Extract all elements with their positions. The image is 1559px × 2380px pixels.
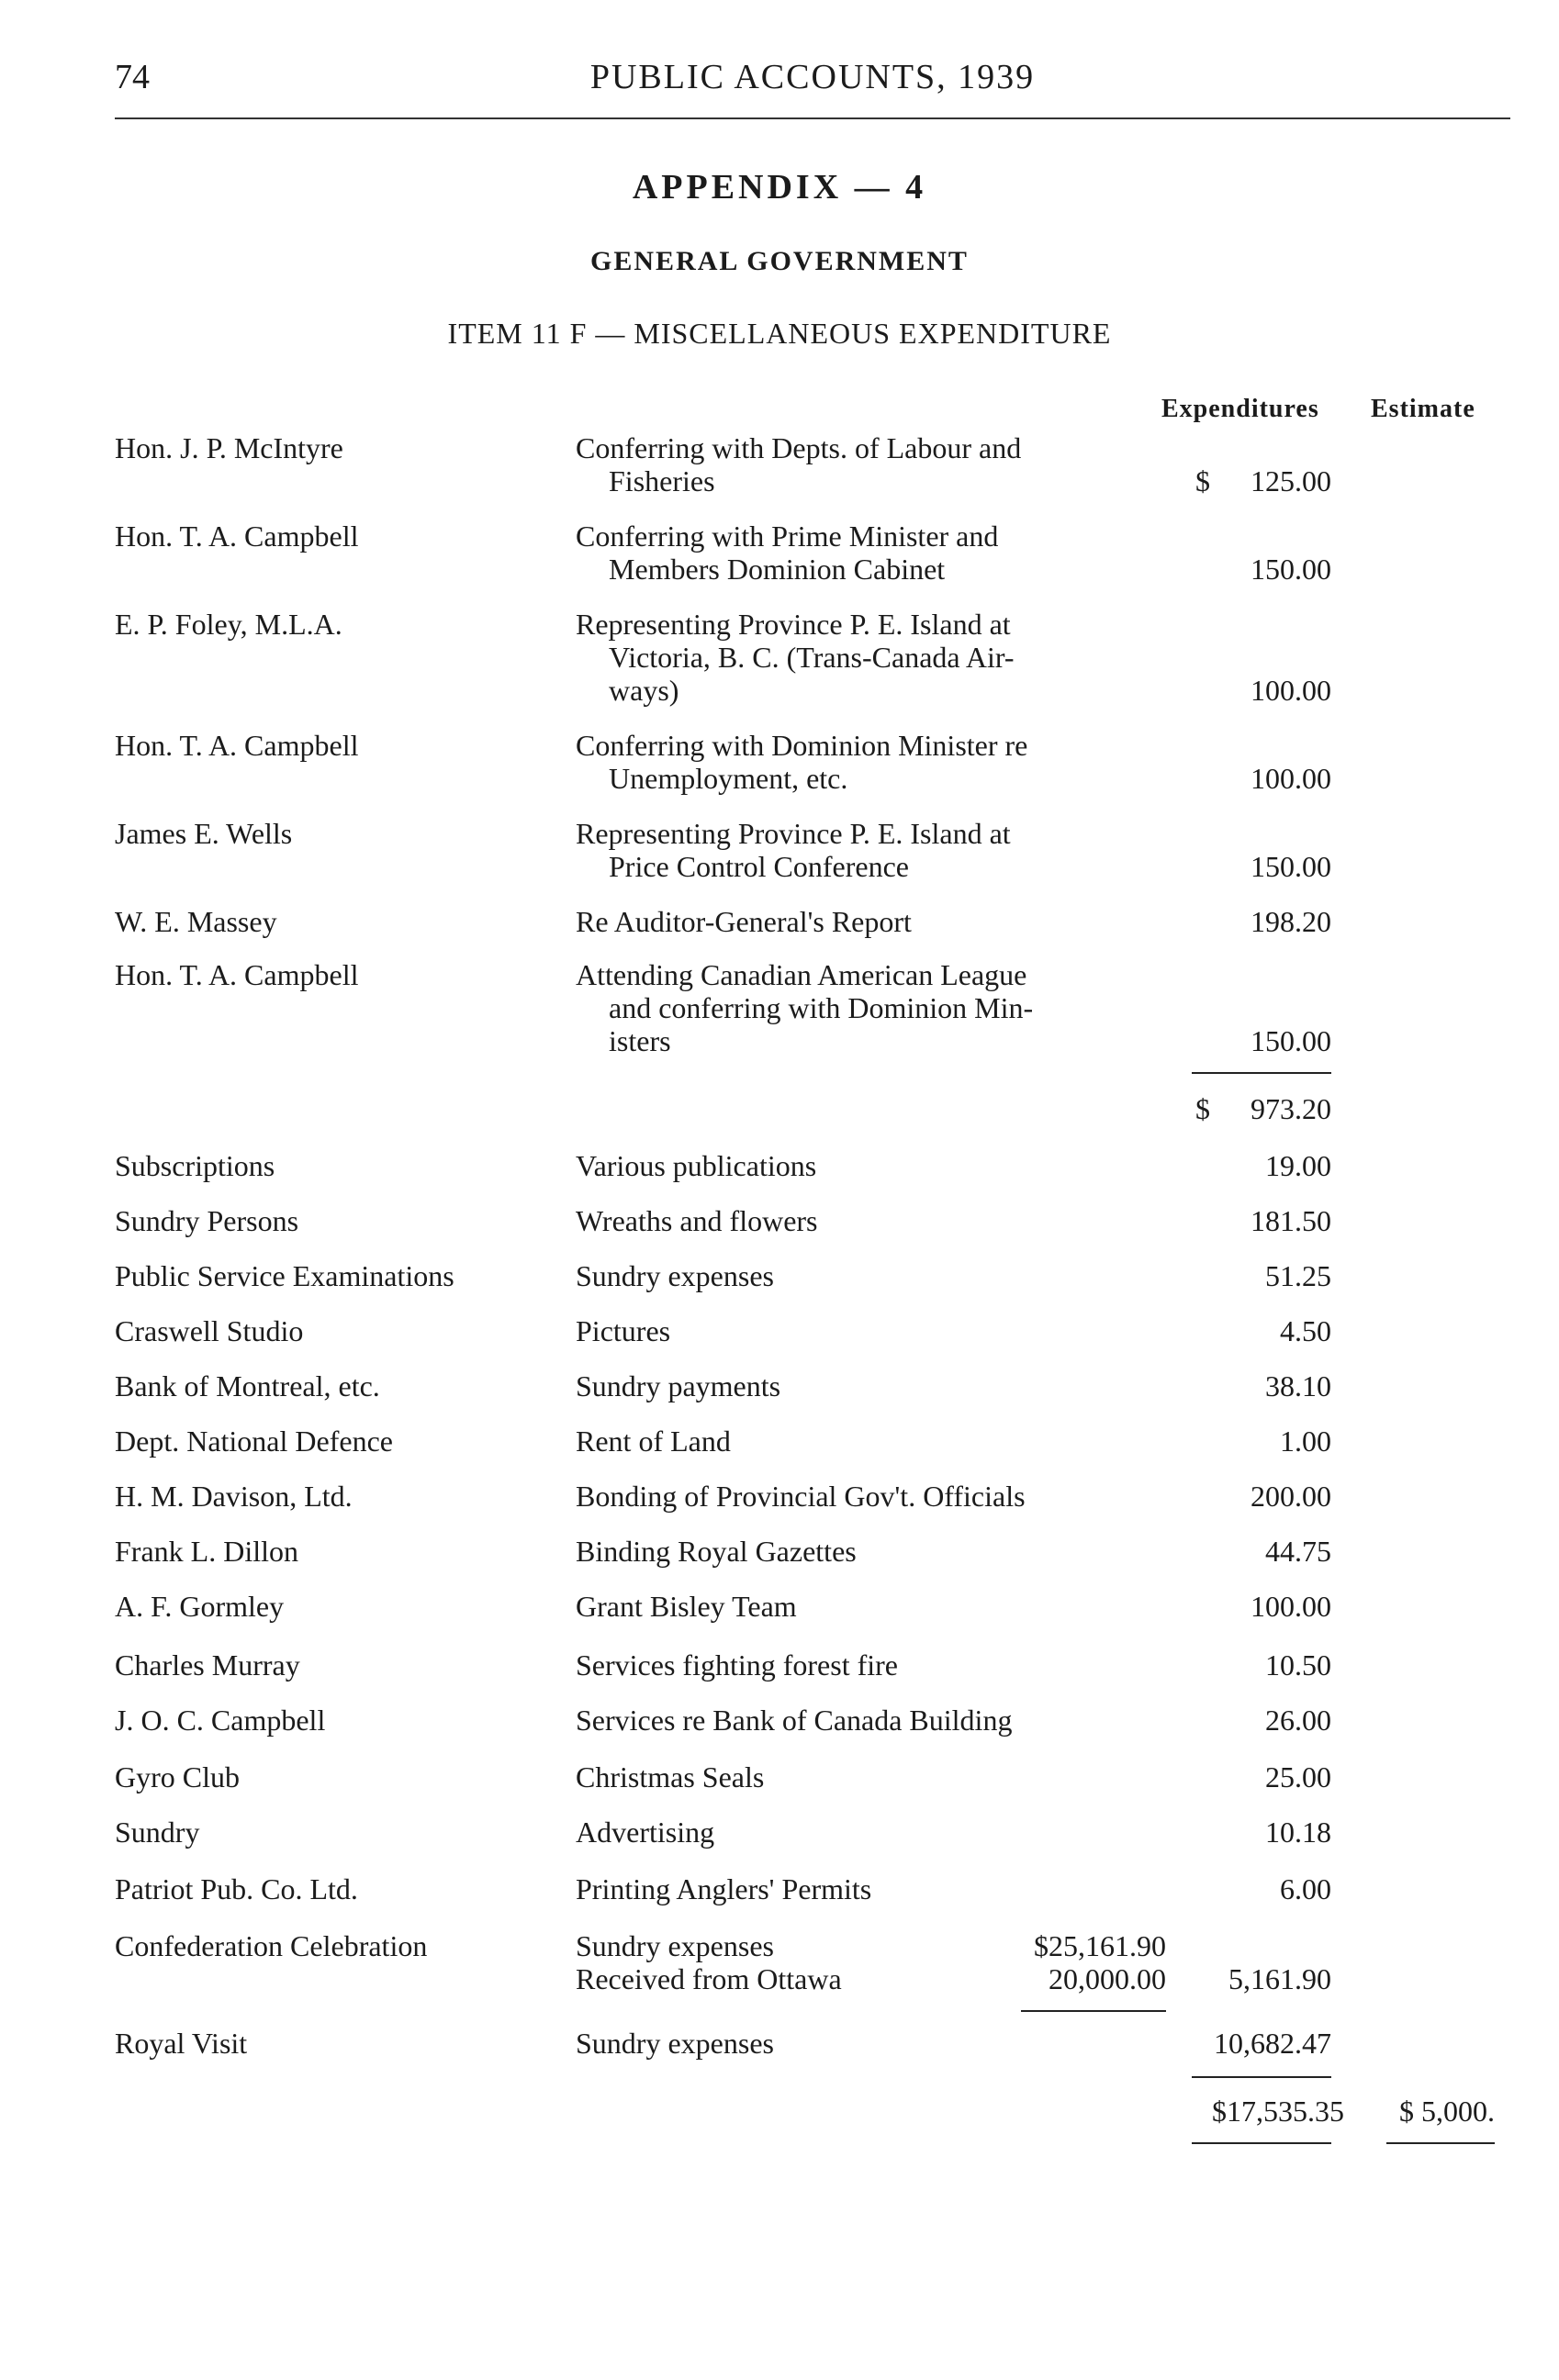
purpose-line: Binding Royal Gazettes bbox=[576, 1535, 862, 1568]
column-header-estimate: Estimate bbox=[1371, 395, 1475, 423]
payee: Dept. National Defence bbox=[115, 1425, 397, 1458]
purpose-line: isters bbox=[609, 1024, 677, 1057]
amount: 181.50 bbox=[1251, 1204, 1331, 1237]
payee: Subscriptions bbox=[115, 1149, 278, 1182]
amount: 10.50 bbox=[1265, 1648, 1331, 1682]
amount: 100.00 bbox=[1251, 1590, 1331, 1623]
amount: 150.00 bbox=[1251, 553, 1331, 586]
purpose-line: Attending Canadian American League bbox=[576, 958, 1027, 991]
purpose-line: Christmas Seals bbox=[576, 1760, 769, 1793]
payee: Charles Murray bbox=[115, 1648, 304, 1682]
estimate-double-rule bbox=[1386, 2142, 1495, 2144]
page-header bbox=[115, 57, 1510, 112]
dollar-sign: $ bbox=[1195, 464, 1210, 497]
total-estimate: $ 5,000. bbox=[1399, 2095, 1495, 2128]
payee: Sundry bbox=[115, 1816, 203, 1849]
payee: Royal Visit bbox=[115, 2027, 251, 2060]
payee: A. F. Gormley bbox=[115, 1590, 287, 1623]
purpose-line: Various publications bbox=[576, 1149, 822, 1182]
amount: 44.75 bbox=[1265, 1535, 1331, 1568]
payee: Gyro Club bbox=[115, 1760, 243, 1793]
total-expenditures: $17,535.35 bbox=[1212, 2095, 1344, 2128]
payee: H. M. Davison, Ltd. bbox=[115, 1480, 356, 1513]
payee: Hon. T. A. Campbell bbox=[115, 520, 362, 553]
amount: 150.00 bbox=[1251, 850, 1331, 883]
header-rule bbox=[115, 117, 1510, 119]
purpose-line: Unemployment, etc. bbox=[609, 762, 853, 795]
purpose-line: and conferring with Dominion Min- bbox=[609, 991, 1034, 1024]
amount: 26.00 bbox=[1265, 1704, 1331, 1737]
amount: 5,161.90 bbox=[1228, 1962, 1331, 1995]
inner-amount: $25,161.90 bbox=[1010, 1929, 1166, 1962]
purpose-line: Printing Anglers' Permits bbox=[576, 1872, 877, 1905]
amount: 19.00 bbox=[1265, 1149, 1331, 1182]
purpose-line: Representing Province P. E. Island at bbox=[576, 817, 1011, 850]
amount: 10.18 bbox=[1265, 1816, 1331, 1849]
amount: 25.00 bbox=[1265, 1760, 1331, 1793]
purpose-line: ways) bbox=[609, 674, 684, 707]
purpose-line: Sundry payments bbox=[576, 1369, 786, 1402]
appendix-title: APPENDIX — 4 bbox=[632, 168, 927, 207]
running-title: PUBLIC ACCOUNTS, 1939 bbox=[589, 58, 1036, 96]
purpose-line: Conferring with Depts. of Labour and bbox=[576, 431, 1022, 464]
purpose-line: Price Control Conference bbox=[609, 850, 914, 883]
purpose-line: Re Auditor-General's Report bbox=[576, 905, 917, 938]
inner-amount: 20,000.00 bbox=[1010, 1962, 1166, 1995]
payee: Patriot Pub. Co. Ltd. bbox=[115, 1872, 362, 1905]
amount: 51.25 bbox=[1265, 1259, 1331, 1292]
purpose-line: Advertising bbox=[576, 1816, 720, 1849]
dollar-sign: $ bbox=[1195, 1092, 1210, 1125]
purpose-line: Sundry expenses bbox=[576, 1259, 780, 1292]
payee: Hon. T. A. Campbell bbox=[115, 958, 362, 991]
payee: E. P. Foley, M.L.A. bbox=[115, 608, 346, 641]
purpose-line: Grant Bisley Team bbox=[576, 1590, 802, 1623]
payee: Hon. T. A. Campbell bbox=[115, 729, 362, 762]
purpose-line: Rent of Land bbox=[576, 1425, 736, 1458]
purpose-line: Conferring with Prime Minister and bbox=[576, 520, 999, 553]
payee: Public Service Examinations bbox=[115, 1259, 458, 1292]
payee: Frank L. Dillon bbox=[115, 1535, 302, 1568]
confederation-rule bbox=[1021, 2010, 1166, 2012]
item-title: ITEM 11 F — MISCELLANEOUS EXPENDITURE bbox=[447, 317, 1112, 350]
amount: 6.00 bbox=[1280, 1872, 1331, 1905]
purpose-line: Services re Bank of Canada Building bbox=[576, 1704, 1017, 1737]
amount: 38.10 bbox=[1265, 1369, 1331, 1402]
payee: W. E. Massey bbox=[115, 905, 281, 938]
purpose-line: Pictures bbox=[576, 1314, 676, 1347]
purpose-line: Victoria, B. C. (Trans-Canada Air- bbox=[609, 641, 1015, 674]
purpose-line: Sundry expenses bbox=[576, 2027, 780, 2060]
payee: Craswell Studio bbox=[115, 1314, 307, 1347]
purpose-line: Wreaths and flowers bbox=[576, 1204, 824, 1237]
amount: 10,682.47 bbox=[1214, 2027, 1331, 2060]
purpose-line: Received from Ottawa bbox=[576, 1962, 842, 1995]
total-rule bbox=[1192, 2076, 1331, 2078]
section-title: GENERAL GOVERNMENT bbox=[590, 246, 969, 276]
subtotal-rule bbox=[1192, 1072, 1331, 1074]
amount: 150.00 bbox=[1251, 1024, 1331, 1057]
amount: 125.00 bbox=[1251, 464, 1331, 497]
purpose-line: Sundry expenses bbox=[576, 1929, 780, 1962]
amount: 4.50 bbox=[1280, 1314, 1331, 1347]
payee: Bank of Montreal, etc. bbox=[115, 1369, 384, 1402]
column-header-expenditures: Expenditures bbox=[1161, 395, 1319, 423]
total-double-rule bbox=[1192, 2142, 1331, 2144]
payee: Sundry Persons bbox=[115, 1204, 302, 1237]
amount: 1.00 bbox=[1280, 1425, 1331, 1458]
payee: Confederation Celebration bbox=[115, 1929, 431, 1962]
subtotal-amount: 973.20 bbox=[1251, 1092, 1331, 1125]
purpose-line: Fisheries bbox=[609, 464, 721, 497]
amount: 100.00 bbox=[1251, 674, 1331, 707]
payee: J. O. C. Campbell bbox=[115, 1704, 329, 1737]
page-number: 74 bbox=[115, 58, 150, 96]
amount: 198.20 bbox=[1251, 905, 1331, 938]
purpose-line: Services fighting forest fire bbox=[576, 1648, 903, 1682]
amount: 200.00 bbox=[1251, 1480, 1331, 1513]
payee: Hon. J. P. McIntyre bbox=[115, 431, 347, 464]
amount: 100.00 bbox=[1251, 762, 1331, 795]
purpose-line: Representing Province P. E. Island at bbox=[576, 608, 1011, 641]
purpose-line: Bonding of Provincial Gov't. Officials bbox=[576, 1480, 1031, 1513]
purpose-line: Conferring with Dominion Minister re bbox=[576, 729, 1028, 762]
payee: James E. Wells bbox=[115, 817, 296, 850]
purpose-line: Members Dominion Cabinet bbox=[609, 553, 950, 586]
